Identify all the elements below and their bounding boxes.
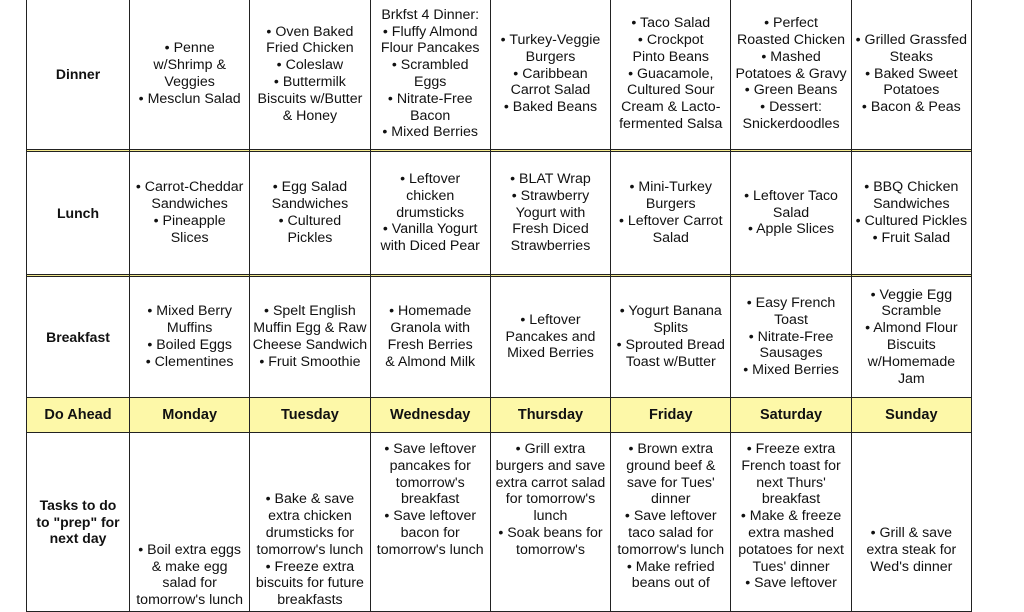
- cell-line: • Mesclun Salad: [138, 90, 241, 107]
- days-row: [27, 398, 972, 433]
- cell-line: Toast: [774, 311, 808, 328]
- cell-line: • Perfect: [764, 15, 818, 32]
- meal-plan-table: [26, 0, 972, 612]
- cell-line: Tasks to do: [39, 496, 117, 513]
- lunch-cell-monday: [130, 152, 250, 275]
- cell-line: • Bake & save: [265, 491, 355, 508]
- cell-line: breakfast: [761, 491, 821, 508]
- cell-line: • Soak beans for: [498, 524, 603, 541]
- dinner-row: [27, 0, 972, 150]
- cell-line: Cream & Lacto-: [621, 99, 721, 116]
- day-friday: Friday: [611, 398, 731, 433]
- cell-line: w/Homemade: [867, 353, 956, 370]
- cell-line: Potatoes: [883, 82, 940, 99]
- cell-line: • Nitrate-Free: [387, 90, 473, 107]
- cell-line: • Cultured Pickles: [855, 213, 968, 229]
- lunch-cell-tuesday: [250, 152, 370, 275]
- cell-line: Tues' dinner: [752, 558, 830, 575]
- cell-line: • Mixed Berries: [743, 362, 839, 379]
- cell-line: • Crockpot: [637, 32, 704, 48]
- cell-line: Fresh Diced: [512, 221, 589, 238]
- cell-line: French toast for: [741, 457, 841, 474]
- cell-line: [252, 475, 367, 492]
- cell-line: • Save leftover: [384, 508, 477, 525]
- cell-line: • Taco Salad: [631, 15, 711, 32]
- cell-line: [854, 491, 969, 508]
- day-sunday: Sunday: [851, 398, 971, 433]
- cell-line: tomorrow's lunch: [136, 592, 244, 609]
- cell-line: • Make refried: [626, 558, 715, 575]
- lunch-cell-saturday: [731, 152, 851, 275]
- cell-line: next Thurs': [756, 474, 826, 491]
- tasks-cell-sunday: [851, 433, 971, 612]
- cell-line: • Sprouted Bread: [616, 337, 725, 353]
- cell-line: drumsticks: [396, 204, 465, 221]
- cell-line: • Fluffy Almond: [382, 23, 478, 40]
- cell-line: [132, 441, 247, 458]
- day-wednesday: Wednesday: [370, 398, 490, 433]
- cell-line: • Yogurt Banana: [619, 303, 722, 320]
- cell-line: Pancakes and: [505, 328, 596, 345]
- cell-line: Yogurt with: [515, 204, 586, 221]
- cell-line: Roasted Chicken: [737, 32, 846, 48]
- cell-line: Fresh Berries: [387, 337, 473, 353]
- cell-line: dinner: [651, 491, 691, 508]
- cell-line: Potatoes & Gravy: [735, 65, 847, 82]
- cell-line: Fried Chicken: [266, 40, 354, 57]
- cell-line: • Save leftover: [624, 508, 717, 525]
- cell-line: • Apple Slices: [747, 221, 835, 238]
- cell-line: • Caribbean: [513, 65, 588, 82]
- cell-line: • Clementines: [145, 353, 234, 370]
- lunch-row-label: Lunch: [27, 152, 130, 275]
- cell-line: w/Shrimp &: [153, 57, 226, 74]
- cell-line: Flour Pancakes: [380, 40, 480, 57]
- cell-line: fermented Salsa: [619, 115, 723, 132]
- cell-line: Toast w/Butter: [625, 353, 716, 370]
- dinner-cell-tuesday: [250, 0, 370, 150]
- lunch-cell-friday: [611, 152, 731, 275]
- cell-line: ground beef &: [626, 457, 716, 474]
- cell-line: Eggs: [414, 74, 447, 90]
- day-tuesday: Tuesday: [250, 398, 370, 433]
- cell-line: • Brown extra: [628, 441, 714, 457]
- cell-line: biscuits for future: [255, 575, 364, 592]
- days-row-label: Do Ahead: [27, 398, 130, 433]
- cell-line: • Grilled Grassfed: [855, 32, 968, 48]
- day-thursday: Thursday: [490, 398, 610, 433]
- cell-line: drumsticks for: [265, 524, 355, 541]
- cell-line: & make egg: [151, 558, 228, 575]
- cell-line: extra carrot salad: [495, 474, 606, 491]
- cell-line: • Grill extra: [515, 441, 586, 457]
- cell-line: Slices: [170, 229, 209, 246]
- cell-line: • Fruit Smoothie: [259, 353, 361, 370]
- cell-line: Scramble: [881, 303, 942, 320]
- cell-line: • Save leftover: [745, 575, 837, 592]
- cell-line: • Mixed Berries: [382, 124, 479, 141]
- cell-line: Salad: [652, 229, 689, 246]
- cell-line: [854, 441, 969, 458]
- cell-line: Jam: [897, 370, 925, 387]
- cell-line: • Strawberry: [511, 187, 590, 204]
- breakfast-cell-monday: [130, 277, 250, 398]
- cell-line: • Boiled Eggs: [147, 337, 232, 353]
- breakfast-cell-thursday: [490, 277, 610, 398]
- cell-line: save for Tues': [626, 474, 715, 491]
- cell-line: with Diced Pear: [380, 238, 480, 255]
- cell-line: • Spelt English: [264, 303, 356, 320]
- cell-line: burgers and save: [495, 457, 606, 474]
- cell-line: chicken: [406, 187, 455, 204]
- cell-line: • Veggie Egg: [870, 286, 953, 303]
- cell-line: Splits: [653, 320, 689, 337]
- cell-line: [132, 475, 247, 492]
- cell-line: • Grill & save: [870, 524, 953, 541]
- cell-line: Cultured Sour: [626, 82, 715, 99]
- cell-line: potatoes for next: [738, 541, 844, 558]
- cell-line: taco salad for: [628, 524, 714, 541]
- cell-line: extra chicken: [268, 508, 352, 525]
- cell-line: • Baked Sweet: [865, 65, 958, 82]
- cell-line: • BLAT Wrap: [510, 171, 591, 187]
- cell-line: Muffin Egg & Raw: [253, 320, 367, 337]
- cell-line: Pinto Beans: [632, 48, 710, 65]
- cell-line: next day: [49, 530, 107, 547]
- cell-line: • Vanilla Yogurt: [382, 221, 478, 238]
- tasks-cell-thursday: [490, 433, 610, 612]
- cell-line: Sausages: [759, 345, 823, 362]
- cell-line: Carrot Salad: [510, 82, 591, 99]
- cell-line: • Homemade: [389, 303, 472, 320]
- cell-line: • Leftover: [400, 171, 461, 187]
- cell-line: • Fruit Salad: [872, 229, 951, 246]
- cell-line: [132, 525, 247, 542]
- tasks-row-label: [27, 433, 130, 612]
- tasks-cell-tuesday: [250, 433, 370, 612]
- cell-line: breakfast: [401, 491, 460, 508]
- cell-line: • Freeze extra: [746, 441, 836, 457]
- tasks-cell-saturday: [731, 433, 851, 612]
- breakfast-cell-wednesday: [370, 277, 490, 398]
- cell-line: tomorrow's lunch: [256, 541, 364, 558]
- cell-line: Snickerdoodles: [742, 115, 840, 132]
- cell-line: tomorrow's lunch: [617, 541, 725, 558]
- cell-line: Cheese Sandwich: [252, 337, 368, 353]
- cell-line: • Pineapple: [153, 213, 226, 229]
- cell-line: lunch: [533, 508, 568, 525]
- cell-line: • Freeze extra: [265, 558, 355, 575]
- cell-line: Burgers: [645, 196, 696, 213]
- cell-line: [132, 491, 247, 508]
- cell-line: Pickles: [287, 229, 333, 246]
- breakfast-cell-friday: [611, 277, 731, 398]
- cell-line: • Leftover: [520, 311, 581, 328]
- cell-line: Salad: [772, 204, 810, 221]
- cell-line: & Honey: [282, 107, 338, 124]
- cell-line: Steaks: [889, 48, 934, 65]
- lunch-cell-wednesday: [370, 152, 490, 275]
- cell-line: [854, 508, 969, 525]
- cell-line: • Buttermilk: [273, 74, 346, 90]
- cell-line: Sandwiches: [151, 196, 228, 213]
- dinner-cell-saturday: [731, 0, 851, 150]
- cell-line: • Guacamole,: [628, 65, 714, 82]
- cell-line: • Baked Beans: [503, 99, 598, 116]
- cell-line: • Cultured: [278, 213, 342, 229]
- meal-plan-body: [27, 0, 972, 612]
- tasks-cell-monday: [130, 433, 250, 612]
- breakfast-cell-tuesday: [250, 277, 370, 398]
- cell-line: extra mashed: [748, 524, 835, 541]
- cell-line: Burgers: [525, 48, 576, 65]
- cell-line: • Leftover Carrot: [618, 213, 723, 229]
- lunch-cell-thursday: [490, 152, 610, 275]
- cell-line: Biscuits w/Butter: [257, 90, 363, 107]
- tasks-cell-friday: [611, 433, 731, 612]
- cell-line: Biscuits: [886, 337, 936, 353]
- cell-line: beans out of: [631, 575, 710, 592]
- cell-line: Bacon: [410, 107, 451, 124]
- cell-line: • Coleslaw: [276, 57, 344, 74]
- breakfast-row: [27, 277, 972, 398]
- cell-line: • Nitrate-Free: [748, 328, 834, 345]
- cell-line: • Make & freeze: [740, 508, 842, 525]
- tasks-cell-wednesday: [370, 433, 490, 612]
- cell-line: • Almond Flour: [865, 320, 958, 337]
- cell-line: • Scrambled: [391, 57, 469, 74]
- cell-line: Brkfst 4 Dinner:: [381, 6, 480, 23]
- cell-line: • Egg Salad: [272, 179, 348, 196]
- dinner-cell-thursday: [490, 0, 610, 150]
- cell-line: • Oven Baked: [266, 23, 354, 40]
- cell-line: bacon for: [400, 524, 460, 541]
- cell-line: Granola with: [390, 320, 471, 337]
- day-saturday: Saturday: [731, 398, 851, 433]
- dinner-cell-sunday: [851, 0, 971, 150]
- breakfast-row-label: Breakfast: [27, 277, 130, 398]
- cell-line: [132, 508, 247, 525]
- dinner-row-label: Dinner: [27, 0, 130, 150]
- cell-line: Veggies: [164, 74, 215, 90]
- cell-line: [854, 458, 969, 475]
- cell-line: extra steak for: [866, 541, 957, 558]
- dinner-cell-wednesday: [370, 0, 490, 150]
- cell-line: salad for: [162, 575, 217, 592]
- breakfast-cell-sunday: [851, 277, 971, 398]
- cell-line: • Turkey-Veggie: [500, 32, 601, 48]
- cell-line: [252, 441, 367, 458]
- cell-line: [252, 458, 367, 475]
- cell-line: Mixed Berries: [507, 345, 594, 362]
- cell-line: • Leftover Taco: [744, 187, 838, 204]
- dinner-cell-friday: [611, 0, 731, 150]
- cell-line: Wed's dinner: [870, 558, 953, 575]
- cell-line: • Boil extra eggs: [138, 541, 242, 558]
- lunch-cell-sunday: [851, 152, 971, 275]
- cell-line: • Carrot-Cheddar: [135, 179, 244, 196]
- cell-line: pancakes for: [389, 457, 471, 474]
- cell-line: Sandwiches: [271, 196, 349, 213]
- cell-line: tomorrow's: [395, 474, 465, 491]
- cell-line: • Save leftover: [384, 441, 477, 457]
- cell-line: Muffins: [166, 320, 213, 337]
- day-monday: Monday: [130, 398, 250, 433]
- cell-line: breakfasts: [277, 592, 343, 609]
- cell-line: to "prep" for: [36, 513, 120, 530]
- cell-line: for tomorrow's: [505, 491, 596, 508]
- cell-line: • Mini-Turkey: [629, 179, 712, 196]
- cell-line: • Mashed: [761, 48, 821, 65]
- cell-line: • Penne: [164, 40, 215, 57]
- cell-line: tomorrow's lunch: [376, 541, 484, 558]
- dinner-cell-monday: [130, 0, 250, 150]
- cell-line: [854, 475, 969, 492]
- cell-line: • Mixed Berry: [147, 303, 232, 320]
- cell-line: • Bacon & Peas: [861, 99, 961, 116]
- cell-line: • Green Beans: [744, 82, 838, 99]
- lunch-row: [27, 152, 972, 275]
- cell-line: • BBQ Chicken: [864, 179, 959, 196]
- cell-line: [132, 458, 247, 475]
- cell-line: & Almond Milk: [385, 353, 476, 370]
- cell-line: Sandwiches: [873, 196, 950, 213]
- cell-line: • Easy French: [746, 295, 836, 311]
- tasks-row: [27, 433, 972, 612]
- cell-line: Strawberries: [510, 238, 591, 255]
- breakfast-cell-saturday: [731, 277, 851, 398]
- cell-line: tomorrow's: [516, 541, 585, 558]
- cell-line: • Dessert:: [760, 99, 822, 116]
